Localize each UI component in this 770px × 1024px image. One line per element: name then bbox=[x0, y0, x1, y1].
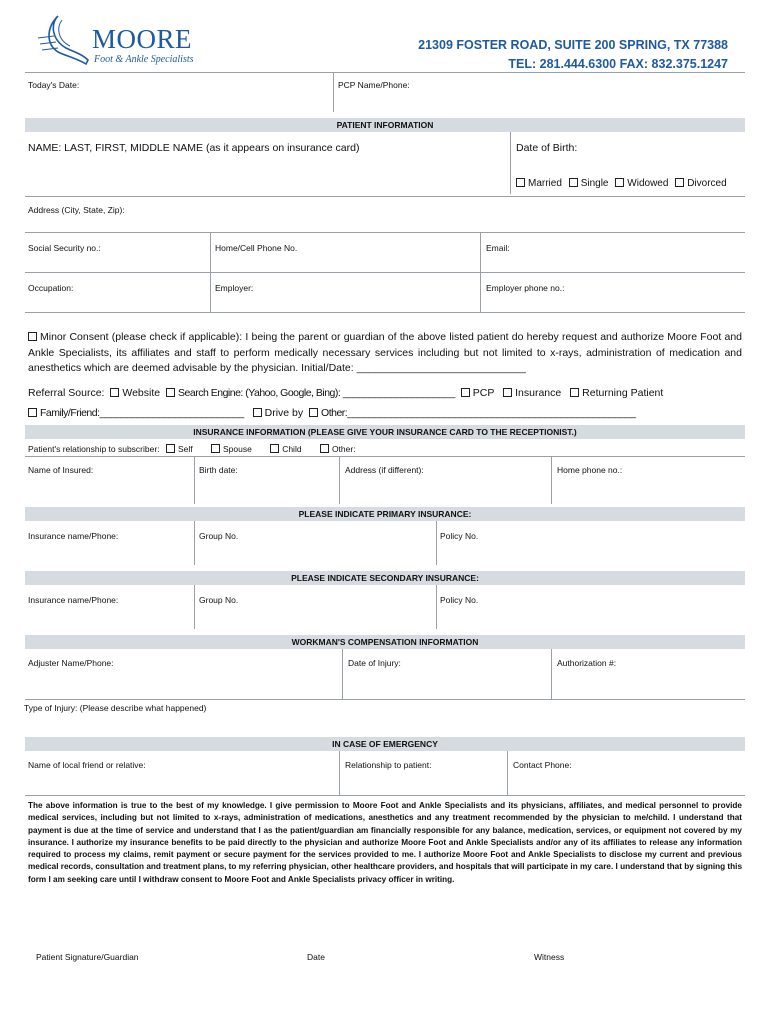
employer-label: Employer: bbox=[215, 283, 254, 293]
referral-row-2 bbox=[28, 407, 636, 419]
spouse-checkbox[interactable] bbox=[211, 444, 220, 453]
secondary-group-label: Group No. bbox=[199, 595, 239, 605]
insured-label: Name of Insured: bbox=[28, 465, 94, 475]
returning-checkbox[interactable] bbox=[570, 388, 579, 397]
divorced-checkbox[interactable] bbox=[675, 178, 684, 187]
self-label: Self bbox=[177, 444, 193, 454]
authorization-label: Authorization #: bbox=[557, 658, 617, 668]
dob-label: Date of Birth: bbox=[516, 142, 578, 154]
driveby-label: Drive by bbox=[264, 407, 304, 419]
married-checkbox[interactable] bbox=[516, 178, 525, 187]
patient-info-header: PATIENT INFORMATION bbox=[25, 118, 745, 132]
other-label: Other:______________________________________________________ bbox=[321, 407, 636, 419]
primary-name-label: Insurance name/Phone: bbox=[28, 531, 119, 541]
pcp-checkbox[interactable] bbox=[461, 388, 470, 397]
spouse-label: Spouse bbox=[222, 444, 252, 454]
single-label: Single bbox=[580, 178, 609, 189]
legal-statement: The above information is true to the best of my knowledge. I give permission to Moore Foot and Ankle Specialists and its physicians, affiliates, and medical personnel to provide medical services, including but not limited to x-rays, administration of medications, anesthetics and any treatment recommended by the physician to me/child. I understand that payment is due at the time of service and understand that I as the patient/guardian am financially responsible for any balance, medication, services, or equipment not covered by my insurance. I authorize my insurance benefits to be paid directly to the physician and authorize Moore Foot and Ankle Specialists and/or any of its affiliates to release any information required to process my claims, remit payment or secure payment for the services provided to me. I authorize Moore Foot and Ankle Specialists to disclose my current and previous medical records, consultation and treatment plans, to my referring physician, other healthcare providers, and hospitals that will participate in my care. I understand that by signing this form I am seeking care until I withdraw consent to Moore Foot and Ankle Specialists privacy officer in writing. bbox=[28, 801, 742, 884]
logo bbox=[36, 14, 216, 70]
married-label: Married bbox=[528, 178, 562, 189]
signature-date-label: Date bbox=[307, 952, 325, 962]
secondary-policy-label: Policy No. bbox=[440, 595, 479, 605]
insurance-ref-label: Insurance bbox=[515, 387, 562, 399]
witness-label: Witness bbox=[534, 952, 565, 962]
returning-label: Returning Patient bbox=[582, 387, 664, 399]
name-label: NAME: LAST, FIRST, MIDDLE NAME (as it appears on insurance card) bbox=[28, 142, 360, 154]
other-rel-checkbox[interactable] bbox=[320, 444, 329, 453]
child-checkbox[interactable] bbox=[270, 444, 279, 453]
emergency-phone-label: Contact Phone: bbox=[513, 760, 572, 770]
emergency-relationship-label: Relationship to patient: bbox=[345, 760, 432, 770]
minor-consent-text: Minor Consent (please check if applicable): I being the parent or guardian of the above listed patient do hereby request and authorize Moore Foot and Ankle Specialists, its affiliates and staff to perform medically necessary services including but not limited to x-rays, administration of medication and anesthetics which are deemed advisable by the physician. Initial/Date: _____________________________ bbox=[28, 331, 742, 374]
injury-date-label: Date of Injury: bbox=[348, 658, 401, 668]
clinic-address: 21309 FOSTER ROAD, SUITE 200 SPRING, TX 77388 bbox=[418, 38, 728, 52]
family-checkbox[interactable] bbox=[28, 408, 37, 417]
clinic-contact: TEL: 281.444.6300 FAX: 832.375.1247 bbox=[508, 57, 728, 71]
marital-status-group bbox=[516, 178, 727, 189]
logo-subtitle: Foot & Ankle Specialists bbox=[94, 54, 194, 65]
insurance-info-header: INSURANCE INFORMATION (PLEASE GIVE YOUR INSURANCE CARD TO THE RECEPTIONIST.) bbox=[25, 425, 745, 439]
secondary-insurance-header: PLEASE INDICATE SECONDARY INSURANCE: bbox=[25, 571, 745, 585]
insured-birth-label: Birth date: bbox=[199, 465, 238, 475]
todays-date-label: Today's Date: bbox=[28, 80, 80, 90]
single-checkbox[interactable] bbox=[569, 178, 578, 187]
insured-address-label: Address (if different): bbox=[345, 465, 424, 475]
insured-home-phone-label: Home phone no.: bbox=[557, 465, 623, 475]
divorced-label: Divorced bbox=[687, 178, 727, 189]
email-label: Email: bbox=[486, 243, 510, 253]
referral-row-1 bbox=[28, 387, 663, 399]
insurance-checkbox[interactable] bbox=[503, 388, 512, 397]
workman-comp-header: WORKMAN'S COMPENSATION INFORMATION bbox=[25, 635, 745, 649]
phone-label: Home/Cell Phone No. bbox=[215, 243, 298, 253]
other-checkbox[interactable] bbox=[309, 408, 318, 417]
occupation-label: Occupation: bbox=[28, 283, 74, 293]
secondary-name-label: Insurance name/Phone: bbox=[28, 595, 119, 605]
adjuster-label: Adjuster Name/Phone: bbox=[28, 658, 114, 668]
widowed-label: Widowed bbox=[627, 178, 669, 189]
child-label: Child bbox=[282, 444, 302, 454]
self-checkbox[interactable] bbox=[166, 444, 175, 453]
minor-consent bbox=[28, 330, 742, 377]
emergency-header: IN CASE OF EMERGENCY bbox=[25, 737, 745, 751]
widowed-checkbox[interactable] bbox=[615, 178, 624, 187]
employer-phone-label: Employer phone no.: bbox=[486, 283, 565, 293]
search-engine-checkbox[interactable] bbox=[166, 388, 175, 397]
emergency-name-label: Name of local friend or relative: bbox=[28, 760, 146, 770]
injury-type-label: Type of Injury: (Please describe what happened) bbox=[24, 703, 207, 713]
minor-consent-checkbox[interactable] bbox=[28, 332, 37, 341]
website-checkbox[interactable] bbox=[110, 388, 119, 397]
driveby-checkbox[interactable] bbox=[253, 408, 262, 417]
primary-policy-label: Policy No. bbox=[440, 531, 479, 541]
primary-insurance-header: PLEASE INDICATE PRIMARY INSURANCE: bbox=[25, 507, 745, 521]
pcp-ref-label: PCP bbox=[472, 387, 495, 399]
patient-signature-label: Patient Signature/Guardian bbox=[36, 952, 139, 962]
website-label: Website bbox=[122, 387, 161, 399]
other-rel-label: Other: bbox=[331, 444, 356, 454]
foot-logo-icon bbox=[36, 14, 96, 68]
primary-group-label: Group No. bbox=[199, 531, 239, 541]
family-label: Family/Friend:___________________________ bbox=[40, 407, 244, 419]
relationship-row bbox=[28, 444, 356, 454]
search-engine-label: Search Engine: (Yahoo, Google, Bing): _____________________ bbox=[178, 387, 455, 399]
relationship-label: Patient's relationship to subscriber: bbox=[28, 444, 160, 454]
pcp-label: PCP Name/Phone: bbox=[338, 80, 410, 90]
referral-label: Referral Source: bbox=[28, 387, 105, 399]
ssn-label: Social Security no.: bbox=[28, 243, 101, 253]
logo-name: MOORE bbox=[92, 24, 193, 54]
address-label: Address (City, State, Zip): bbox=[28, 205, 125, 215]
